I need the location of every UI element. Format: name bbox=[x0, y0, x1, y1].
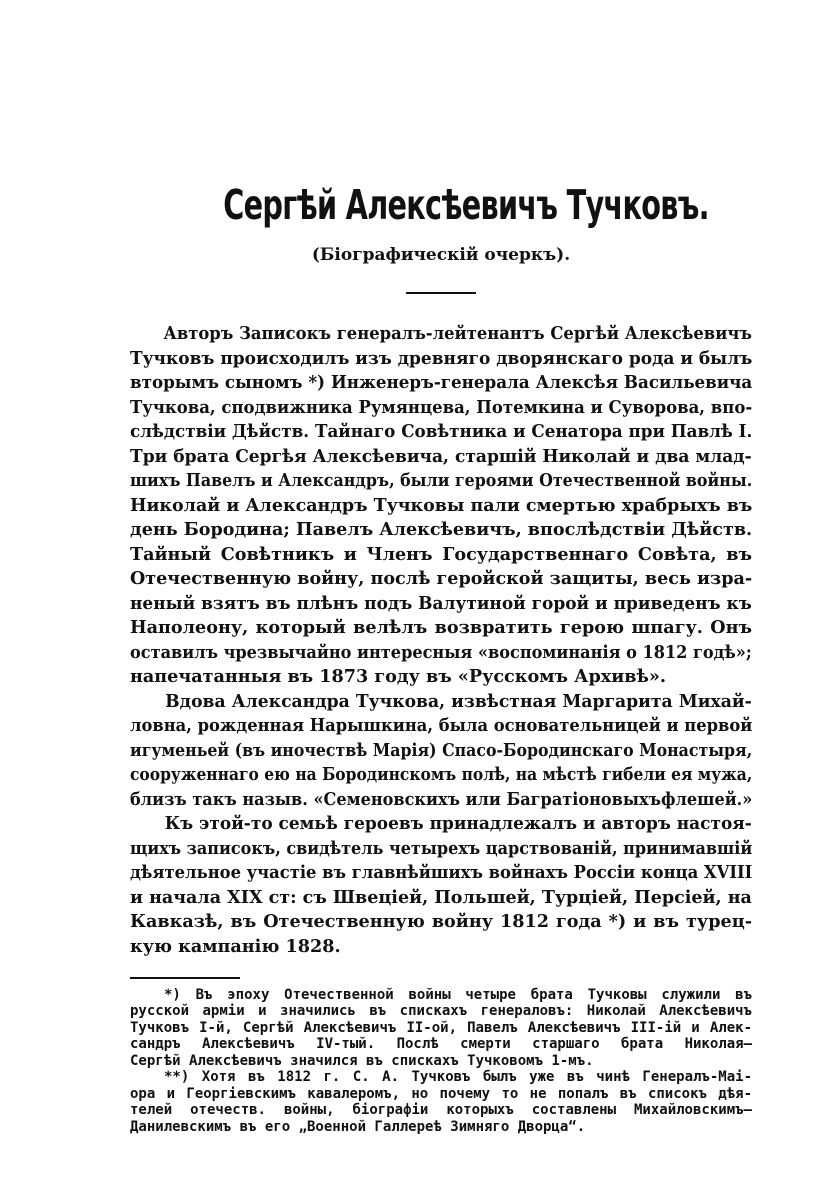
text-line: шихъ Павелъ и Александръ, были героями Отечественной войны. bbox=[130, 470, 753, 491]
text-line: щихъ записокъ, свидѣтель четырехъ царствованій, принимавшій bbox=[130, 837, 753, 859]
text-line: напечатанныя въ 1873 году въ «Русскомъ Архивѣ». bbox=[130, 666, 666, 687]
text-line: ловна, рожденная Нарышкина, была основательницей и первой bbox=[130, 715, 753, 736]
text-line: Тайный Совѣтникъ и Членъ Государственнаго Совѣта, въ bbox=[130, 543, 752, 565]
text-line: Тучковъ І-й, Сергѣй Алексѣевичъ ІІ-ой, Павелъ Алексѣевичъ ІІІ-ій и Алек- bbox=[130, 1019, 752, 1036]
text-line: ора и Георгіевскимъ кавалеромъ, но почему то не попалъ въ списокъ дѣя- bbox=[130, 1085, 752, 1102]
text-line: игуменьей (въ иночествѣ Марія) Спасо-Бородинскаго Монастыря, bbox=[130, 739, 753, 761]
body-text bbox=[130, 322, 752, 959]
text-line: телей отечеств. войны, біографіи которыхъ составлены Михайловскимъ— bbox=[130, 1102, 752, 1118]
text-line: Отечественную войну, послѣ геройской защиты, весь изра- bbox=[130, 568, 753, 589]
paragraph bbox=[130, 812, 752, 959]
footnote-divider bbox=[130, 977, 240, 979]
text-line: **) Хотя въ 1812 г. С. А. Тучковъ былъ уже въ чинѣ Генералъ-Маі- bbox=[164, 1069, 752, 1085]
footnotes bbox=[130, 987, 752, 1136]
text-line: Наполеону, который велѣлъ возвратить герою шпагу. Онъ bbox=[130, 617, 752, 638]
text-line: Вдова Александра Тучкова, извѣстная Маргарита Михай- bbox=[165, 690, 752, 712]
text-line: Кавказѣ, въ Отечественную войну 1812 года *) и въ турец- bbox=[130, 911, 752, 932]
text-line: и начала XIX ст: съ Швеціей, Польшей, Турціей, Персіей, на bbox=[130, 886, 752, 908]
text-line: вторымъ сыномъ *) Инженеръ-генерала Алексѣя Васильевича bbox=[130, 372, 753, 393]
text-line: русской арміи и значились въ спискахъ генераловъ: Николай Алексѣевичъ bbox=[130, 1003, 752, 1019]
text-line: Николай и Александръ Тучковы пали смертью храбрыхъ въ bbox=[130, 494, 753, 516]
text-line: Къ этой-то семьѣ героевъ принадлежалъ и авторъ настоя- bbox=[164, 813, 752, 834]
text-line: сандръ Алексѣевичъ ІV-тый. Послѣ смерти старшаго брата Николая— bbox=[130, 1036, 752, 1052]
subtitle: (Біографическій очеркъ). bbox=[311, 245, 571, 265]
text-line: сооруженнаго ею на Бородинскомъ полѣ, на мѣстѣ гибели ея мужа, bbox=[130, 764, 753, 785]
title-divider bbox=[406, 292, 476, 294]
footnote bbox=[130, 1069, 752, 1135]
document-page bbox=[130, 178, 752, 1135]
text-line: кую кампанію 1828. bbox=[130, 935, 341, 957]
paragraph bbox=[130, 690, 752, 813]
text-line: неный взятъ въ плѣнъ подъ Валутиной горой и приведенъ къ bbox=[130, 592, 752, 614]
text-line: Авторъ Записокъ генералъ-лейтенантъ Сергѣй Алексѣевичъ bbox=[163, 323, 752, 344]
text-line: день Бородина; Павелъ Алексѣевичъ, впослѣдствіи Дѣйств. bbox=[130, 519, 753, 540]
text-line: Тучкова, сподвижника Румянцева, Потемкина и Суворова, впо- bbox=[130, 396, 753, 418]
text-line: близъ такъ назыв. «Семеновскихъ или Багратіоновыхъфлешей.» bbox=[130, 788, 753, 810]
paragraph bbox=[130, 322, 752, 690]
text-line: *) Въ эпоху Отечественной войны четыре брата Тучковы служили въ bbox=[164, 986, 752, 1003]
text-line: Данилевскимъ въ его „Военной Галлереѣ Зимняго Дворца“. bbox=[130, 1118, 586, 1135]
text-line: Тучковъ происходилъ изъ древняго дворянскаго рода и былъ bbox=[130, 347, 753, 369]
page-title: Сергѣй Алексѣевичъ Тучковъ. bbox=[223, 181, 709, 229]
text-line: дѣятельное участіе въ главнѣйшихъ войнахъ Россіи конца XVIII bbox=[130, 862, 753, 883]
text-line: оставилъ чрезвычайно интересныя «воспоминанія о 1812 годѣ»; bbox=[130, 641, 752, 663]
footnote bbox=[130, 987, 752, 1070]
text-line: слѣдствіи Дѣйств. Тайнаго Совѣтника и Сенатора при Павлѣ I. bbox=[130, 421, 753, 442]
text-line: Сергѣй Алексѣевичъ значился въ спискахъ Тучковомъ 1-мъ. bbox=[130, 1052, 594, 1069]
text-line: Три брата Сергѣя Алексѣевича, старшій Николай и два млад- bbox=[130, 445, 752, 467]
